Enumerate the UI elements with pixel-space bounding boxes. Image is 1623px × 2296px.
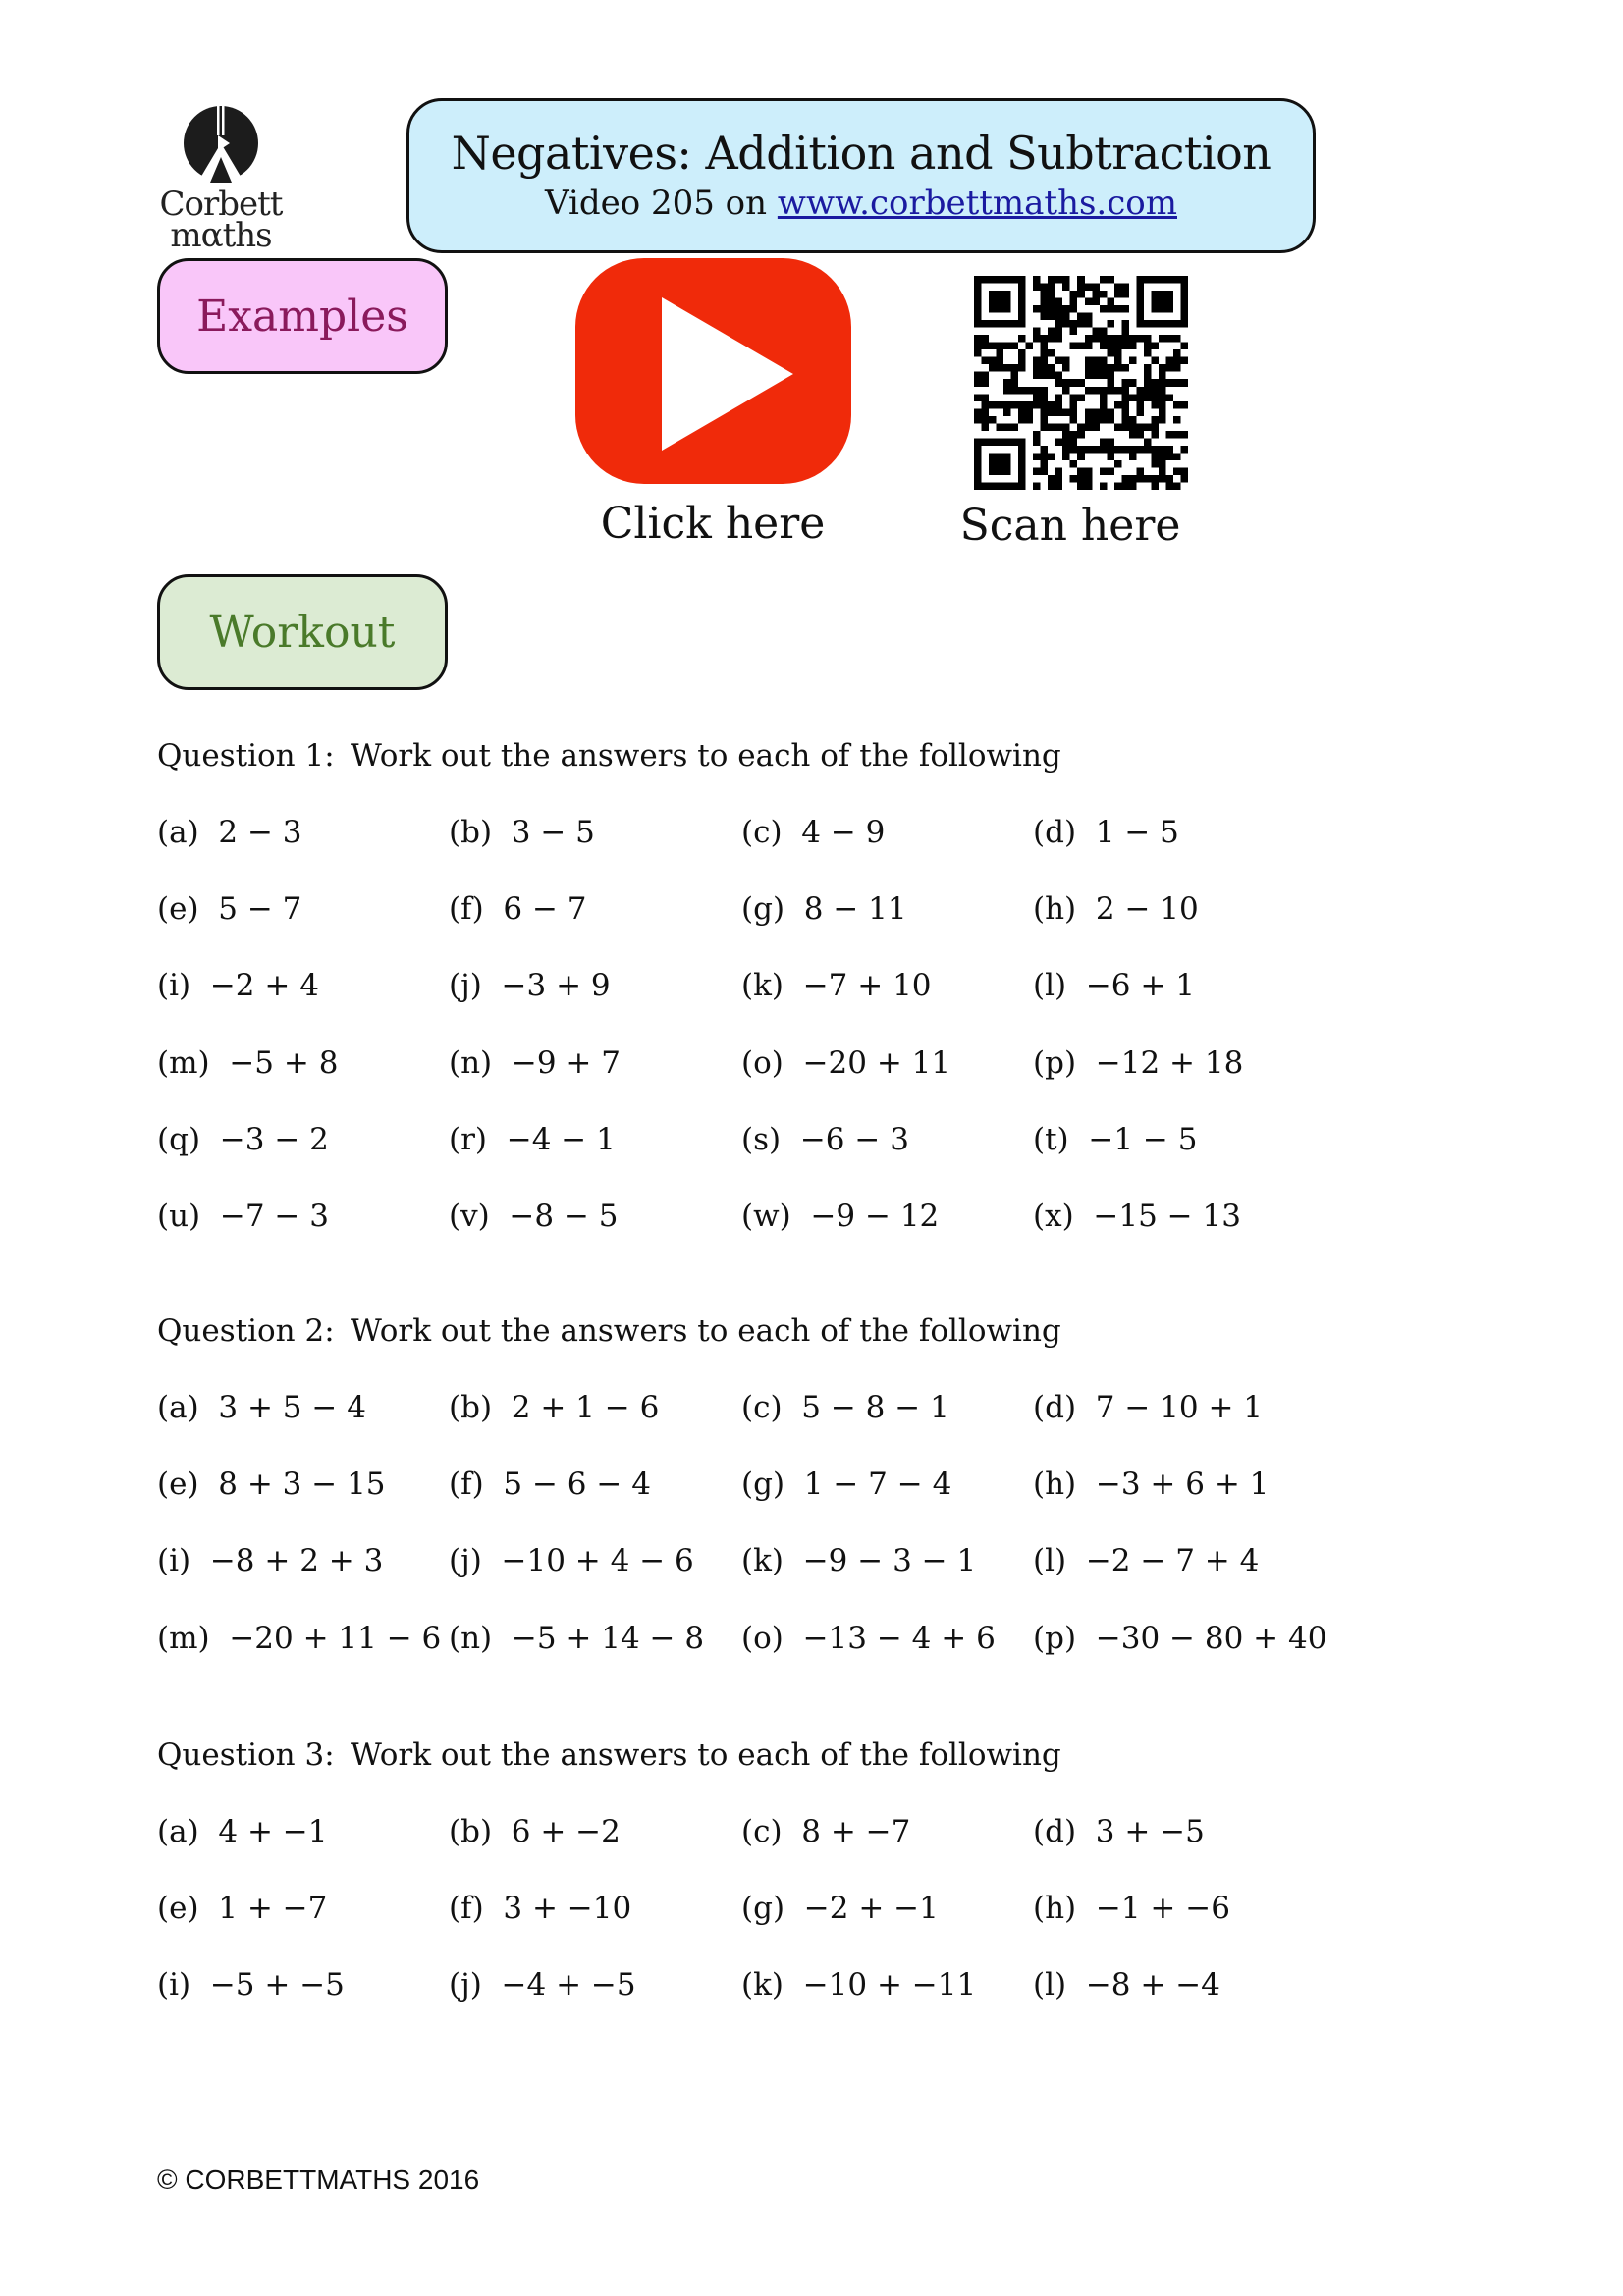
subtitle	[409, 184, 1313, 223]
item-letter: (e)	[157, 1891, 199, 1927]
item-expression: −5 + 14 − 8	[511, 1620, 705, 1656]
qr-code-icon[interactable]	[974, 276, 1188, 490]
item-expression: 8 + −7	[801, 1814, 911, 1849]
item-expression: −12 + 18	[1095, 1044, 1244, 1081]
item-expression: 2 − 10	[1095, 891, 1199, 928]
item-letter: (a)	[157, 1814, 199, 1849]
question-item	[157, 1199, 329, 1234]
item-expression: 8 − 11	[803, 891, 907, 928]
item-expression: −4 + −5	[501, 1967, 636, 2003]
item-expression: −4 − 1	[506, 1121, 616, 1157]
question-item	[741, 1967, 976, 2002]
item-expression: 5 − 7	[218, 891, 302, 928]
click-here-label[interactable]: Click here	[600, 499, 826, 549]
question-item	[157, 1967, 345, 2002]
item-letter: (e)	[157, 1467, 199, 1503]
item-letter: (j)	[449, 1967, 482, 2003]
item-letter: (u)	[157, 1199, 201, 1234]
question-item	[1033, 1045, 1243, 1081]
item-letter: (p)	[1033, 1620, 1077, 1656]
item-expression: −5 + −5	[209, 1967, 345, 2003]
title-box	[406, 98, 1316, 253]
item-letter: (c)	[741, 1390, 783, 1425]
question-item	[1033, 1467, 1269, 1502]
item-letter: (o)	[741, 1044, 784, 1081]
item-expression: 3 + 5 − 4	[218, 1390, 366, 1425]
item-expression: −1 + −6	[1095, 1891, 1230, 1927]
item-letter: (g)	[741, 1467, 785, 1503]
item-expression: −8 + −4	[1085, 1967, 1220, 2003]
item-letter: (b)	[449, 815, 493, 850]
item-letter: (d)	[1033, 1390, 1077, 1425]
question-label: Question 1:	[157, 738, 335, 774]
item-letter: (f)	[449, 891, 484, 928]
item-expression: −7 + 10	[802, 968, 932, 1004]
item-expression: −8 − 5	[509, 1199, 619, 1234]
item-letter: (s)	[741, 1121, 782, 1157]
question-item	[449, 1122, 616, 1157]
item-letter: (q)	[157, 1121, 201, 1157]
item-expression: −6 + 1	[1085, 968, 1195, 1004]
item-letter: (l)	[1033, 1967, 1067, 2003]
item-expression: 3 + −5	[1095, 1814, 1205, 1849]
question-item	[449, 1045, 621, 1081]
workout-button[interactable]: Workout	[157, 574, 448, 690]
page-title: Negatives: Addition and Subtraction	[451, 127, 1271, 180]
question-item	[1033, 1891, 1230, 1926]
item-letter: (t)	[1033, 1121, 1069, 1157]
question-item	[1033, 1814, 1205, 1849]
logo-line-2: mαths	[170, 216, 272, 255]
item-letter: (v)	[449, 1199, 490, 1234]
question-item	[157, 1467, 386, 1502]
item-expression: −20 + 11 − 6	[229, 1620, 442, 1656]
question-item	[157, 1390, 366, 1425]
item-letter: (g)	[741, 891, 785, 928]
question-item	[157, 968, 319, 1003]
question-item	[157, 815, 302, 850]
question-item	[741, 1814, 910, 1849]
item-expression: −8 + 2 + 3	[209, 1543, 384, 1579]
question-item	[741, 1390, 949, 1425]
item-expression: 3 + −10	[503, 1891, 632, 1927]
item-expression: −5 + 8	[229, 1044, 339, 1081]
item-letter: (h)	[1033, 1891, 1077, 1927]
question-item	[1033, 815, 1179, 850]
item-letter: (h)	[1033, 1467, 1077, 1503]
item-letter: (k)	[741, 1967, 784, 2003]
item-expression: 4 + −1	[218, 1814, 328, 1849]
item-letter: (a)	[157, 815, 199, 850]
item-letter: (r)	[449, 1121, 488, 1157]
item-letter: (k)	[741, 1543, 784, 1579]
item-letter: (j)	[449, 968, 482, 1004]
item-letter: (d)	[1033, 815, 1077, 850]
question-item	[741, 815, 885, 850]
item-letter: (b)	[449, 1390, 493, 1425]
item-expression: −30 − 80 + 40	[1095, 1620, 1327, 1656]
item-expression: −3 + 9	[501, 968, 611, 1004]
item-letter: (l)	[1033, 968, 1067, 1004]
logo-icon	[177, 106, 265, 185]
item-letter: (i)	[157, 1543, 191, 1579]
question-item	[157, 1045, 338, 1081]
item-letter: (f)	[449, 1467, 484, 1503]
item-letter: (o)	[741, 1620, 784, 1656]
question-2-heading	[157, 1313, 1061, 1349]
item-letter: (e)	[157, 891, 199, 928]
question-item	[1033, 1390, 1263, 1425]
item-expression: −3 + 6 + 1	[1095, 1467, 1270, 1503]
item-expression: −20 + 11	[802, 1044, 951, 1081]
question-item	[157, 1621, 441, 1656]
question-item	[449, 1390, 659, 1425]
item-letter: (p)	[1033, 1044, 1077, 1081]
question-item	[449, 1891, 631, 1926]
item-expression: 3 − 5	[511, 815, 595, 850]
item-letter: (w)	[741, 1199, 791, 1234]
question-instruction: Work out the answers to each of the following	[351, 1313, 1061, 1349]
question-item	[157, 1814, 328, 1849]
item-expression: −2 + −1	[803, 1891, 939, 1927]
item-expression: 8 + 3 − 15	[218, 1467, 386, 1503]
question-item	[741, 1045, 950, 1081]
item-expression: −1 − 5	[1088, 1121, 1198, 1157]
examples-button[interactable]: Examples	[157, 258, 448, 374]
item-expression: 5 − 6 − 4	[503, 1467, 651, 1503]
question-item	[449, 1814, 621, 1849]
question-item	[157, 1891, 327, 1926]
question-label: Question 3:	[157, 1737, 335, 1773]
item-letter: (h)	[1033, 891, 1077, 928]
question-item	[741, 968, 932, 1003]
question-item	[1033, 1543, 1259, 1578]
question-item	[741, 1199, 939, 1234]
item-letter: (i)	[157, 1967, 191, 2003]
item-letter: (j)	[449, 1543, 482, 1579]
item-letter: (c)	[741, 1814, 783, 1849]
question-item	[449, 1967, 636, 2002]
item-letter: (n)	[449, 1044, 493, 1081]
item-expression: 2 − 3	[218, 815, 302, 850]
item-letter: (l)	[1033, 1543, 1067, 1579]
item-letter: (d)	[1033, 1814, 1077, 1849]
item-letter: (b)	[449, 1814, 493, 1849]
question-3-heading	[157, 1737, 1061, 1773]
question-item	[449, 891, 587, 927]
item-expression: −13 − 4 + 6	[802, 1620, 996, 1656]
item-expression: −7 − 3	[219, 1199, 329, 1234]
item-letter: (f)	[449, 1891, 484, 1927]
item-expression: 6 − 7	[503, 891, 587, 928]
corbettmaths-logo	[157, 106, 285, 255]
question-item	[741, 1122, 909, 1157]
item-letter: (m)	[157, 1620, 210, 1656]
play-icon	[575, 258, 851, 484]
question-item	[1033, 1199, 1241, 1234]
question-instruction: Work out the answers to each of the following	[351, 738, 1061, 774]
item-expression: −3 − 2	[219, 1121, 329, 1157]
item-letter: (x)	[1033, 1199, 1074, 1234]
question-1-heading	[157, 738, 1061, 774]
question-item	[449, 1467, 651, 1502]
question-item	[157, 891, 301, 927]
item-expression: −9 − 12	[810, 1199, 940, 1234]
item-expression: 6 + −2	[511, 1814, 621, 1849]
scan-here-label: Scan here	[959, 501, 1181, 551]
item-letter: (c)	[741, 815, 783, 850]
question-item	[157, 1543, 383, 1578]
question-item	[1033, 968, 1195, 1003]
item-letter: (g)	[741, 1891, 785, 1927]
item-expression: 7 − 10 + 1	[1095, 1390, 1264, 1425]
item-expression: 1 + −7	[218, 1891, 328, 1927]
item-expression: 5 − 8 − 1	[801, 1390, 949, 1425]
item-expression: −10 + 4 − 6	[501, 1543, 694, 1579]
item-letter: (i)	[157, 968, 191, 1004]
question-item	[157, 1122, 329, 1157]
item-expression: −15 − 13	[1093, 1199, 1241, 1234]
question-label: Question 2:	[157, 1313, 335, 1349]
item-expression: 2 + 1 − 6	[511, 1390, 660, 1425]
item-expression: −9 + 7	[511, 1044, 621, 1081]
item-expression: −2 + 4	[209, 968, 319, 1004]
item-expression: −10 + −11	[802, 1967, 977, 2003]
question-item	[449, 815, 595, 850]
website-link[interactable]: www.corbettmaths.com	[777, 184, 1177, 223]
item-expression: −9 − 3 − 1	[802, 1543, 977, 1579]
question-instruction: Work out the answers to each of the following	[351, 1737, 1061, 1773]
subtitle-prefix: Video 205 on	[544, 184, 778, 223]
video-play-button[interactable]	[575, 258, 851, 484]
logo-line-1: Corbett	[159, 185, 283, 224]
question-item	[741, 1891, 939, 1926]
question-item	[449, 1621, 704, 1656]
item-letter: (k)	[741, 968, 784, 1004]
item-letter: (a)	[157, 1390, 199, 1425]
question-item	[1033, 891, 1199, 927]
item-expression: 1 − 7 − 4	[803, 1467, 952, 1503]
item-letter: (n)	[449, 1620, 493, 1656]
copyright-footer: © CORBETTMATHS 2016	[157, 2164, 480, 2195]
question-item	[741, 1543, 976, 1578]
question-item	[1033, 1621, 1326, 1656]
question-item	[1033, 1967, 1220, 2002]
question-item	[1033, 1122, 1197, 1157]
question-item	[741, 1621, 996, 1656]
question-item	[449, 1543, 694, 1578]
question-item	[741, 1467, 951, 1502]
question-item	[449, 968, 611, 1003]
item-letter: (m)	[157, 1044, 210, 1081]
question-item	[741, 891, 907, 927]
item-expression: −2 − 7 + 4	[1085, 1543, 1260, 1579]
item-expression: −6 − 3	[799, 1121, 909, 1157]
question-item	[449, 1199, 619, 1234]
item-expression: 4 − 9	[801, 815, 886, 850]
item-expression: 1 − 5	[1095, 815, 1179, 850]
